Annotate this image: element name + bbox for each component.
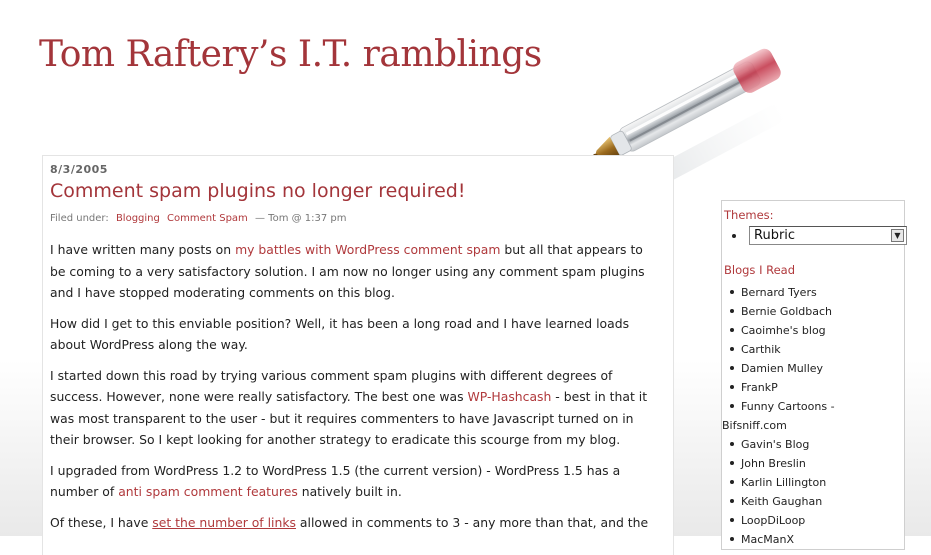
list-item[interactable] (730, 454, 900, 473)
number-of-links-link[interactable]: set the number of links (152, 514, 296, 530)
text-span: allowed in comments to 3 - any more than that, and the (295, 514, 649, 530)
list-item[interactable] (730, 511, 900, 530)
bullet-icon (730, 347, 734, 351)
list-item[interactable] (730, 530, 900, 549)
filed-under-label: Filed under: (50, 213, 109, 224)
blogs-heading: Blogs I Read (724, 263, 796, 277)
blog-link-continuation[interactable]: Bifsniff.com (722, 419, 787, 432)
theme-select-value: Rubric (754, 228, 796, 243)
list-item[interactable] (730, 492, 900, 511)
chevron-down-icon[interactable]: ▼ (891, 229, 904, 242)
blog-link[interactable]: Bernard Tyers (741, 286, 817, 299)
blog-link[interactable]: Gavin's Blog (741, 438, 810, 451)
post-body (50, 239, 662, 542)
bullet-icon (730, 480, 734, 484)
themes-heading: Themes: (724, 208, 774, 222)
blog-link[interactable]: Carthik (741, 343, 781, 356)
text-span: but all that appears to be coming to a very satisfactory solution. I am now no longer using any comment spam plugins and I have stopped moderating comments on this blog. (50, 242, 645, 300)
post-container (42, 155, 674, 555)
text-span: I have written many posts on (50, 242, 236, 257)
bullet-icon (730, 442, 734, 446)
post-title-link[interactable] (50, 180, 465, 202)
sidebar (721, 200, 905, 550)
bullet-icon (730, 366, 734, 370)
bullet-icon (730, 518, 734, 522)
blog-link[interactable]: Keith Gaughan (741, 495, 823, 508)
paragraph (50, 313, 662, 356)
paragraph (50, 460, 662, 503)
blog-link[interactable]: Damien Mulley (741, 362, 824, 375)
blog-list (722, 283, 900, 549)
bullet-icon (732, 234, 736, 238)
text-span: How did I get to this enviable position? Well, it has been a long road and I have learned loads about WordPress along the way. (50, 315, 630, 352)
themes-row (732, 226, 907, 245)
blog-link[interactable]: Funny Cartoons - (741, 400, 835, 413)
list-item[interactable] (722, 397, 900, 435)
paragraph (50, 512, 662, 534)
bullet-icon (730, 385, 734, 389)
blog-link[interactable]: FrankP (741, 381, 778, 394)
category-link-comment-spam[interactable]: Comment Spam (167, 213, 248, 224)
bullet-icon (730, 290, 734, 294)
list-item[interactable] (730, 340, 900, 359)
blog-link[interactable]: LoopDiLoop (741, 514, 806, 527)
theme-select[interactable] (749, 226, 907, 245)
post-title-text[interactable]: Comment spam plugins no longer required! (50, 180, 466, 202)
anti-spam-features-link[interactable]: anti spam comment features (118, 484, 298, 499)
blog-link[interactable]: John Breslin (741, 457, 806, 470)
bullet-icon (730, 499, 734, 503)
list-item[interactable] (730, 435, 900, 454)
blog-link[interactable]: Caoimhe's blog (741, 324, 826, 337)
list-item[interactable] (730, 302, 900, 321)
blog-link[interactable]: Bernie Goldbach (741, 305, 832, 318)
blog-link[interactable]: MacManX (741, 533, 795, 546)
bullet-icon (730, 309, 734, 313)
post-meta (50, 213, 347, 224)
list-item[interactable] (730, 321, 900, 340)
text-span: - best in that it was most transparent to the user - but it requires commenters to have Javascript turned on in their browser. So I kept looking for another strategy to eradicate this scourge from my blog. (50, 389, 648, 447)
list-item[interactable] (730, 473, 900, 492)
bullet-icon (730, 537, 734, 541)
text-span: I upgraded from WordPress 1.2 to WordPress 1.5 (the current version) - WordPress 1.5 has a number of (50, 462, 621, 499)
bullet-icon (730, 404, 734, 408)
bullet-icon (730, 328, 734, 332)
text-span: Of these, I have (50, 514, 153, 530)
category-link-blogging[interactable]: Blogging (115, 213, 160, 224)
paragraph (50, 365, 662, 451)
wordpress-spam-posts-link[interactable]: my battles with WordPress comment spam (235, 242, 501, 257)
blog-link[interactable]: Karlin Lillington (741, 476, 827, 489)
text-span: I started down this road by trying various comment spam plugins with different degrees of success. However, none were really satisfactory. The best one was (50, 367, 613, 404)
list-item[interactable] (730, 378, 900, 397)
list-item[interactable] (730, 359, 900, 378)
list-item[interactable] (730, 283, 900, 302)
site-title[interactable]: Tom Raftery’s I.T. ramblings (39, 34, 542, 75)
text-span: natively built in. (297, 484, 402, 499)
paragraph (50, 239, 662, 304)
bullet-icon (730, 461, 734, 465)
post-date: 8/3/2005 (50, 163, 108, 176)
wp-hashcash-link[interactable]: WP-Hashcash (467, 389, 552, 404)
post-byline: — Tom @ 1:37 pm (254, 213, 347, 224)
